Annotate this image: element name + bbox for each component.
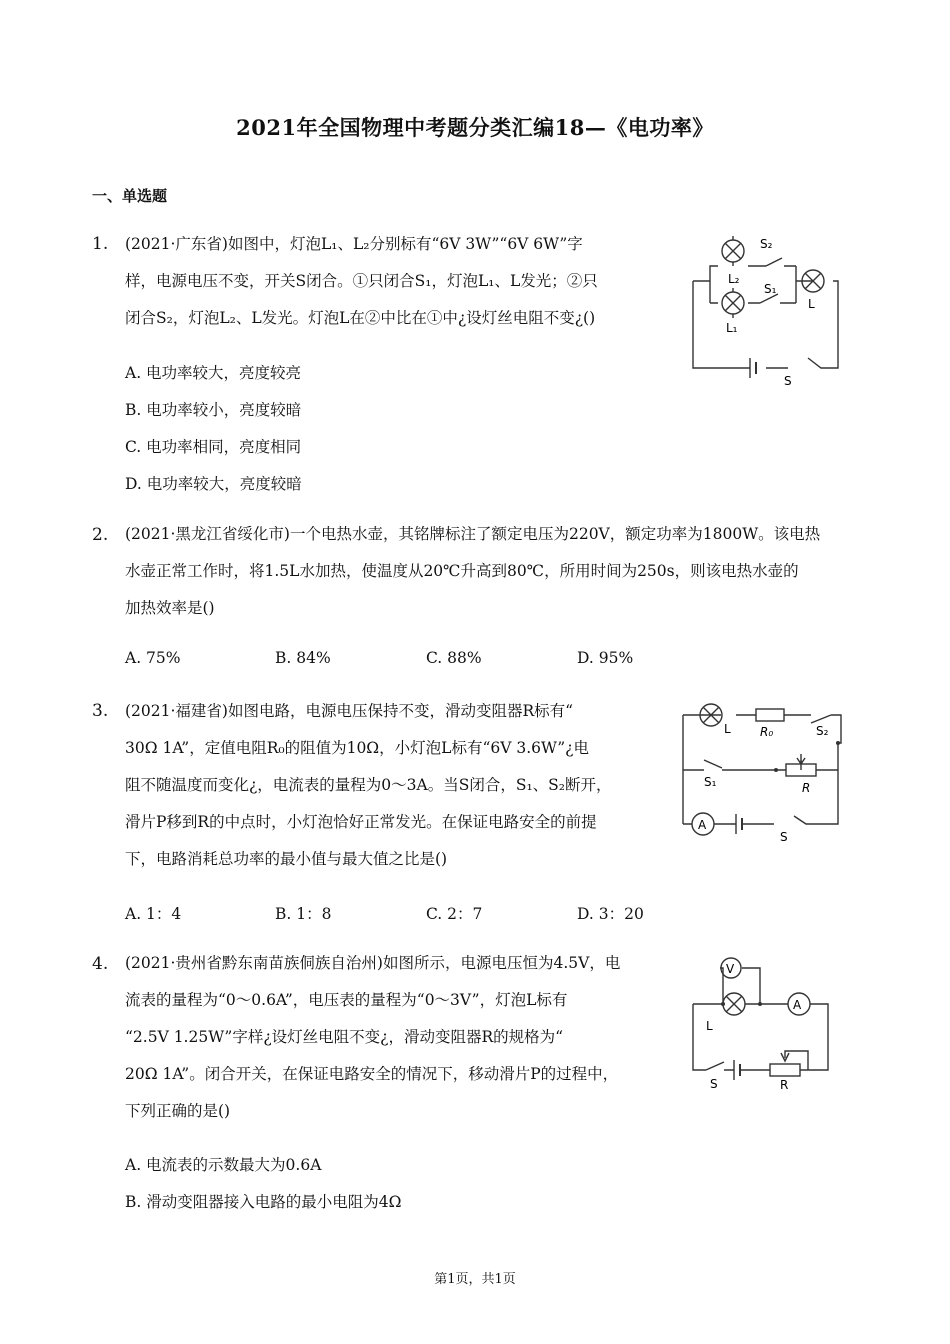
rheostat-r-icon [770,1064,800,1076]
option-c: C. 电功率相同，亮度相同 [125,438,302,456]
figure-label: R [780,1078,789,1091]
option-b: B. 84% [275,649,331,667]
figure-label: S₂ [760,237,773,251]
question-number: 3. [92,701,109,721]
figure-label: A [793,998,802,1012]
figure-label: S₁ [704,775,717,789]
option-a: A. 电流表的示数最大为0.6A [125,1156,322,1174]
circuit-figure-3 [676,698,856,848]
figure-label: R [802,781,811,795]
question-number: 4. [92,954,109,974]
figure-label: R₀ [760,725,774,739]
figure-label: L₂ [728,272,740,286]
figure-label: S₁ [764,282,777,296]
lamp-l1-icon [722,292,744,314]
circuit-figure-1 [688,228,848,388]
section-heading: 一、单选题 [92,187,168,205]
resistor-r0-icon [756,709,784,721]
option-d: D. 3：20 [577,905,644,923]
figure-label: V [726,962,735,976]
question-number: 2. [92,525,109,545]
figure-label: L [808,297,815,311]
figure-label: S₂ [816,724,829,738]
option-b: B. 电功率较小，亮度较暗 [125,401,302,419]
doc-title: 2021年全国物理中考题分类汇编18—《电功率》 [236,115,714,140]
option-c: C. 2：7 [426,905,483,923]
option-a: A. 电功率较大，亮度较亮 [125,364,302,382]
option-a: A. 75% [125,649,181,667]
figure-label: L [724,722,731,736]
figure-label: S [780,830,788,844]
question-number: 1. [92,234,109,254]
option-a: A. 1：4 [125,905,182,923]
figure-label: L [706,1019,713,1033]
figure-label: L₁ [726,321,738,335]
option-c: C. 88% [426,649,482,667]
figure-label: S [710,1077,718,1091]
figure-label: A [698,818,707,832]
question-text: (2021·福建省)如图电路，电源电压保持不变，滑动变阻器R标有“ 30Ω 1A”，定值电阻R₀的阻值为10Ω，小灯泡L标有“6V 3.6W”¿电 阻不随温度而变化¿，电流表的量程为0～3A。当S闭合，S₁、S₂断开， 滑片P移到R的中点时，小灯泡恰好正常发光。在保证电路安全的前提 下，电路消耗总功率的最小值与最大值之比是() [125,702,612,868]
lamp-l2-icon [722,240,744,262]
option-d: D. 电功率较大，亮度较暗 [125,475,302,493]
option-b: B. 1：8 [275,905,332,923]
question-text: (2021·广东省)如图中，灯泡L₁、L₂分别标有“6V 3W”“6V 6W”字 样，电源电压不变，开关S闭合。①只闭合S₁，灯泡L₁、L发光；②只 闭合S₂，灯泡L₂、L发光。灯泡L在②中比在①中¿设灯丝电阻不变¿() [125,235,598,327]
figure-label: S [784,374,792,388]
circuit-figure-4 [688,956,843,1091]
page-footer: 第1页，共1页 [434,1272,516,1287]
question-text: (2021·黑龙江省绥化市)一个电热水壶，其铭牌标注了额定电压为220V，额定功率为1800W。该电热 水壶正常工作时，将1.5L水加热，使温度从20℃升高到80℃，所用时间为250s，则该电热水壶的 加热效率是() [125,525,821,617]
option-b: B. 滑动变阻器接入电路的最小电阻为4Ω [125,1193,402,1211]
question-text: (2021·贵州省黔东南苗族侗族自治州)如图所示，电源电压恒为4.5V，电 流表的量程为“0～0.6A”，电压表的量程为“0～3V”，灯泡L标有 “2.5V 1.25W”字样¿设灯丝电阻不变¿，滑动变阻器R的规格为“ 20Ω 1A”。闭合开关，在保证电路安全的情况下，移动滑片P的过程中， 下列正确的是() [125,954,621,1120]
option-d: D. 95% [577,649,634,667]
